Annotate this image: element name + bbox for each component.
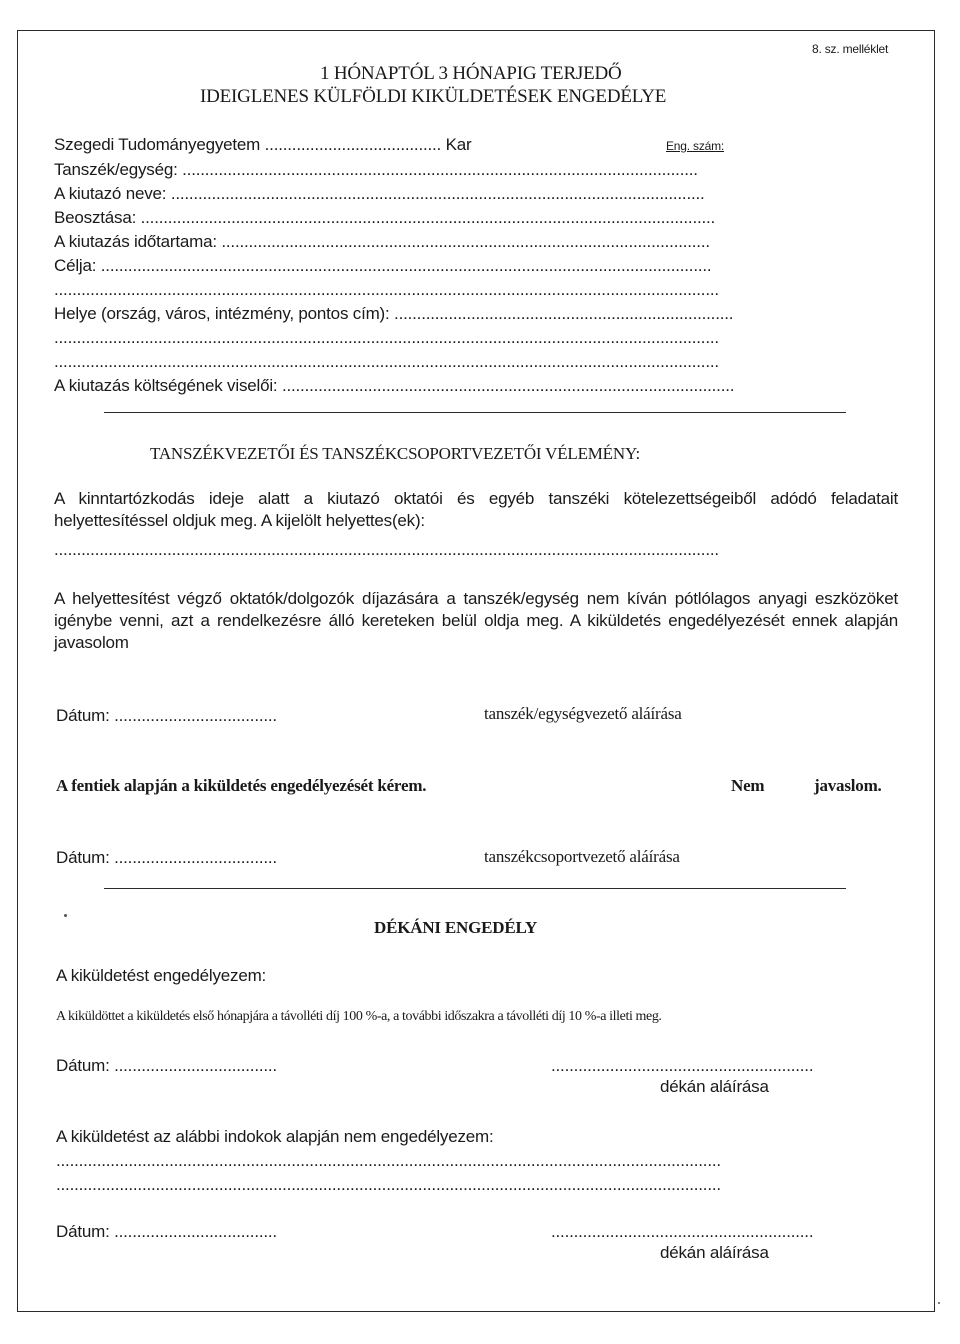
date-field-3[interactable]: Dátum: .................................... (56, 1056, 277, 1075)
department-field[interactable]: Tanszék/egység: .................................................................................................................. (54, 160, 698, 179)
position-field[interactable]: Beosztása: ............................................................................................................................... (54, 208, 716, 227)
opinion-heading: TANSZÉKVEZETŐI ÉS TANSZÉKCSOPORTVEZETŐI VÉLEMÉNY: (150, 444, 640, 463)
javaslom-option[interactable]: javaslom. (814, 776, 882, 795)
dean-signature-line-2[interactable]: .......................................................... (551, 1222, 814, 1241)
section-divider-2 (104, 888, 846, 889)
nem-option[interactable]: Nem (731, 776, 765, 795)
duration-field[interactable]: A kiutazás időtartama: ............................................................................................................ (54, 232, 710, 251)
group-head-signature-label: tanszékcsoportvezető aláírása (484, 847, 680, 866)
substitute-dots-line[interactable]: ................................................................................................................................................... (54, 540, 719, 559)
request-statement: A fentiek alapján a kiküldetés engedélyezését kérem. (56, 776, 427, 795)
reject-reason-line-1[interactable]: ................................................................................................................................................... (56, 1151, 721, 1170)
dean-signature-label-2: dékán aláírása (660, 1243, 769, 1262)
place-field[interactable]: Helye (ország, város, intézmény, pontos cím): ........................................................................... (54, 304, 734, 323)
opinion-paragraph-1: A kinntartózkodás ideje alatt a kiutazó oktatói és egyéb tanszéki kötelezettségeiből adódó feladatait helyettesítéssel oldjuk meg. A kijelölt helyettes(ek): (54, 489, 898, 530)
costs-field[interactable]: A kiutazás költségének viselői: .................................................................................................... (54, 376, 735, 395)
date-field-2[interactable]: Dátum: .................................... (56, 848, 277, 867)
dean-reject-label: A kiküldetést az alábbi indokok alapján nem engedélyezem: (56, 1127, 494, 1146)
department-head-signature-label: tanszék/egységvezető aláírása (484, 704, 682, 723)
dean-signature-line-1[interactable]: .......................................................... (551, 1056, 814, 1075)
purpose-field[interactable]: Célja: ....................................................................................................................................... (54, 256, 712, 275)
section-divider (104, 412, 846, 413)
purpose-continuation-line[interactable]: ................................................................................................................................................... (54, 280, 719, 299)
annex-label: 8. sz. melléklet (812, 42, 889, 56)
place-continuation-line-2[interactable]: ................................................................................................................................................... (54, 352, 719, 371)
title-line-1: 1 HÓNAPTÓL 3 HÓNAPIG TERJEDŐ (320, 63, 622, 84)
reject-reason-line-2[interactable]: ................................................................................................................................................... (56, 1175, 721, 1194)
date-field-1[interactable]: Dátum: .................................... (56, 706, 277, 725)
dean-signature-label-1: dékán aláírása (660, 1077, 769, 1096)
allowance-statement: A kiküldöttet a kiküldetés első hónapjára a távolléti díj 100 %-a, a további időszakra a távolléti díj 10 %-a illeti meg. (56, 1009, 662, 1024)
scan-speck (64, 914, 67, 917)
dean-heading: DÉKÁNI ENGEDÉLY (374, 918, 538, 937)
permit-number-label: Eng. szám: (666, 139, 725, 153)
university-field[interactable]: Szegedi Tudományegyetem ....................................... Kar (54, 135, 472, 154)
date-field-4[interactable]: Dátum: .................................... (56, 1222, 277, 1241)
scan-speck-2 (938, 1302, 940, 1304)
title-line-2: IDEIGLENES KÜLFÖLDI KIKÜLDETÉSEK ENGEDÉLYE (200, 86, 667, 107)
opinion-paragraph-2: A helyettesítést végző oktatók/dolgozók díjazására a tanszék/egység nem kíván pótlólagos anyagi eszközöket igénybe venni, azt a rendelkezésre álló kereteken belül oldja meg. A kiküldetés engedélyezését ennek alapján javasolom (54, 589, 898, 652)
place-continuation-line-1[interactable]: ................................................................................................................................................... (54, 328, 719, 347)
dean-approve-label: A kiküldetést engedélyezem: (56, 966, 267, 985)
traveller-name-field[interactable]: A kiutazó neve: ...................................................................................................................... (54, 184, 705, 203)
